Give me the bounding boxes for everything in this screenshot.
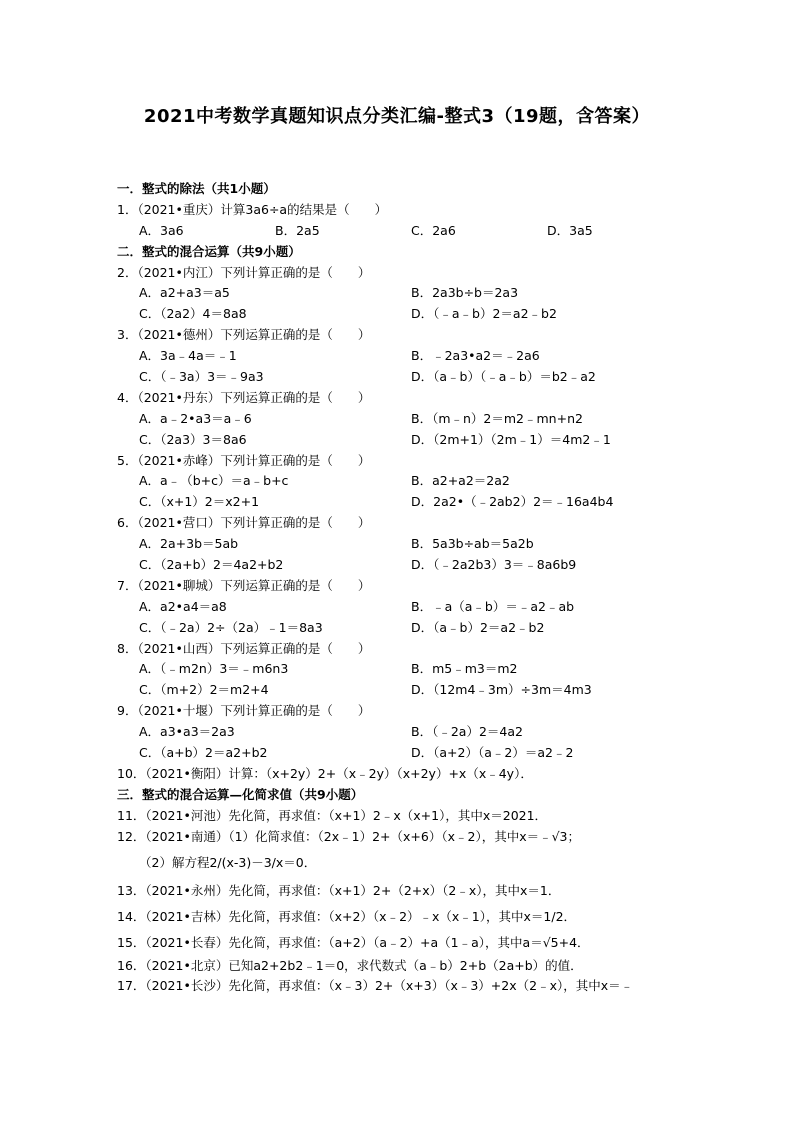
question-4-options-cd: [117, 430, 717, 451]
option-d: D．（2m+1）（2m﹣1）＝4m2﹣1: [411, 431, 611, 447]
question-1-options: [117, 221, 717, 242]
question-5: 5．（2021•赤峰）下列计算正确的是（ ）: [117, 452, 371, 468]
option-a: A．2a+3b＝5ab: [139, 536, 239, 552]
question-16: 16．（2021•北京）已知a2+2b2﹣1＝0，求代数式（a﹣b）2+b（2a+b）的值．: [117, 957, 583, 973]
question-7: 7．（2021•聊城）下列运算正确的是（ ）: [117, 577, 371, 593]
question-7-options-ab: [117, 597, 717, 618]
option-d: D．（﹣2a2b3）3＝﹣8a6b9: [411, 557, 577, 573]
question-2-options-cd: [117, 304, 717, 325]
question-13: 13．（2021•永州）先化简，再求值：（x+1）2+（2+x）（2﹣x），其中x＝1．: [117, 882, 561, 898]
option-b: B．a2+a2＝2a2: [411, 473, 510, 489]
option-b: B．﹣2a3•a2＝﹣2a6: [411, 348, 540, 364]
option-c: C．（m+2）2＝m2+4: [139, 682, 269, 698]
question-17: 17．（2021•长沙）先化简，再求值：（x﹣3）2+（x+3）（x﹣3）+2x（2﹣x），其中x＝﹣: [117, 978, 634, 994]
question-list: [117, 179, 717, 997]
option-b: B．（m﹣n）2＝m2﹣mn+n2: [411, 410, 583, 426]
question-3-options-cd: [117, 367, 717, 388]
question-5-options-cd: [117, 492, 717, 513]
option-c: C．（2a+b）2＝4a2+b2: [139, 557, 284, 573]
option-c: C．2a6: [411, 222, 456, 238]
option-b: B．﹣a（a﹣b）＝﹣a2﹣ab: [411, 598, 575, 614]
question-8: 8．（2021•山西）下列运算正确的是（ ）: [117, 640, 371, 656]
question-8-options-cd: [117, 680, 717, 701]
question-5-options-ab: [117, 471, 717, 492]
question-4-options-ab: [117, 409, 717, 430]
question-12-part-2: （2）解方程2/(x-3)－3/x＝0．: [139, 854, 317, 870]
option-b: B．2a3b÷b＝2a3: [411, 285, 519, 301]
option-a: A．3a6: [139, 222, 184, 238]
option-a: A．a2+a3＝a5: [139, 285, 230, 301]
option-a: A．a﹣2•a3＝a﹣6: [139, 410, 252, 426]
question-6-options-ab: [117, 534, 717, 555]
option-a: A．（﹣m2n）3＝﹣m6n3: [139, 661, 289, 677]
question-2-options-ab: [117, 283, 717, 304]
option-c: C．（x+1）2＝x2+1: [139, 494, 260, 510]
question-1: 1．（2021•重庆）计算3a6÷a的结果是（ ）: [117, 201, 388, 217]
option-b: B．5a3b÷ab＝5a2b: [411, 536, 534, 552]
question-11: 11．（2021•河池）先化简，再求值：（x+1）2﹣x（x+1），其中x＝2021．: [117, 807, 548, 823]
option-b: B．（﹣2a）2＝4a2: [411, 724, 523, 740]
option-c: C．（2a3）3＝8a6: [139, 431, 247, 447]
question-9-options-cd: [117, 743, 717, 764]
option-c: C．（2a2）4＝8a8: [139, 306, 247, 322]
question-2: 2．（2021•内江）下列计算正确的是（ ）: [117, 264, 371, 280]
option-d: D．（a﹣b）2＝a2﹣b2: [411, 619, 545, 635]
option-d: D．3a5: [547, 222, 593, 238]
question-3: 3．（2021•德州）下列运算正确的是（ ）: [117, 327, 371, 343]
option-b: B．2a5: [275, 222, 320, 238]
question-14: 14．（2021•吉林）先化简，再求值：（x+2）（x﹣2）﹣x（x﹣1），其中x＝1/2．: [117, 908, 577, 924]
option-d: D．（12m4﹣3m）÷3m＝4m3: [411, 682, 592, 698]
option-d: D．（a+2）（a﹣2）＝a2﹣2: [411, 745, 574, 761]
question-15: 15．（2021•长春）先化简，再求值：（a+2）（a﹣2）+a（1﹣a），其中a＝√5+4．: [117, 934, 590, 950]
option-a: A．a3•a3＝2a3: [139, 724, 235, 740]
section-heading-simplify-evaluate: 三．整式的混合运算—化简求值（共9小题）: [117, 786, 364, 802]
document-title: 2021中考数学真题知识点分类汇编-整式3（19题，含答案）: [143, 106, 651, 127]
question-4: 4．（2021•丹东）下列运算正确的是（ ）: [117, 389, 371, 405]
question-8-options-ab: [117, 659, 717, 680]
option-a: A．a﹣（b+c）＝a﹣b+c: [139, 473, 289, 489]
question-10: 10．（2021•衡阳）计算：（x+2y）2+（x﹣2y）（x+2y）+x（x﹣4y）．: [117, 765, 533, 781]
question-6-options-cd: [117, 555, 717, 576]
question-6: 6．（2021•营口）下列计算正确的是（ ）: [117, 515, 371, 531]
option-c: C．（a+b）2＝a2+b2: [139, 745, 268, 761]
question-12-part-1: 12．（2021•南通）（1）化简求值：（2x﹣1）2+（x+6）（x﹣2），其中x＝﹣√3；: [117, 828, 581, 844]
option-d: D．（﹣a﹣b）2＝a2﹣b2: [411, 306, 557, 322]
question-7-options-cd: [117, 618, 717, 639]
question-9: 9．（2021•十堰）下列计算正确的是（ ）: [117, 703, 371, 719]
option-c: C．（﹣2a）2÷（2a）﹣1＝8a3: [139, 619, 323, 635]
option-a: A．3a﹣4a＝﹣1: [139, 348, 237, 364]
section-heading-mixed: 二．整式的混合运算（共9小题）: [117, 243, 301, 259]
option-b: B．m5﹣m3＝m2: [411, 661, 518, 677]
option-a: A．a2•a4＝a8: [139, 598, 227, 614]
option-c: C．（﹣3a）3＝﹣9a3: [139, 369, 264, 385]
section-heading-division: 一．整式的除法（共1小题）: [117, 181, 276, 196]
question-9-options-ab: [117, 722, 717, 743]
option-d: D．（a﹣b）（﹣a﹣b）＝b2﹣a2: [411, 369, 596, 385]
option-d: D．2a2•（﹣2ab2）2＝﹣16a4b4: [411, 494, 614, 510]
question-3-options-ab: [117, 346, 717, 367]
